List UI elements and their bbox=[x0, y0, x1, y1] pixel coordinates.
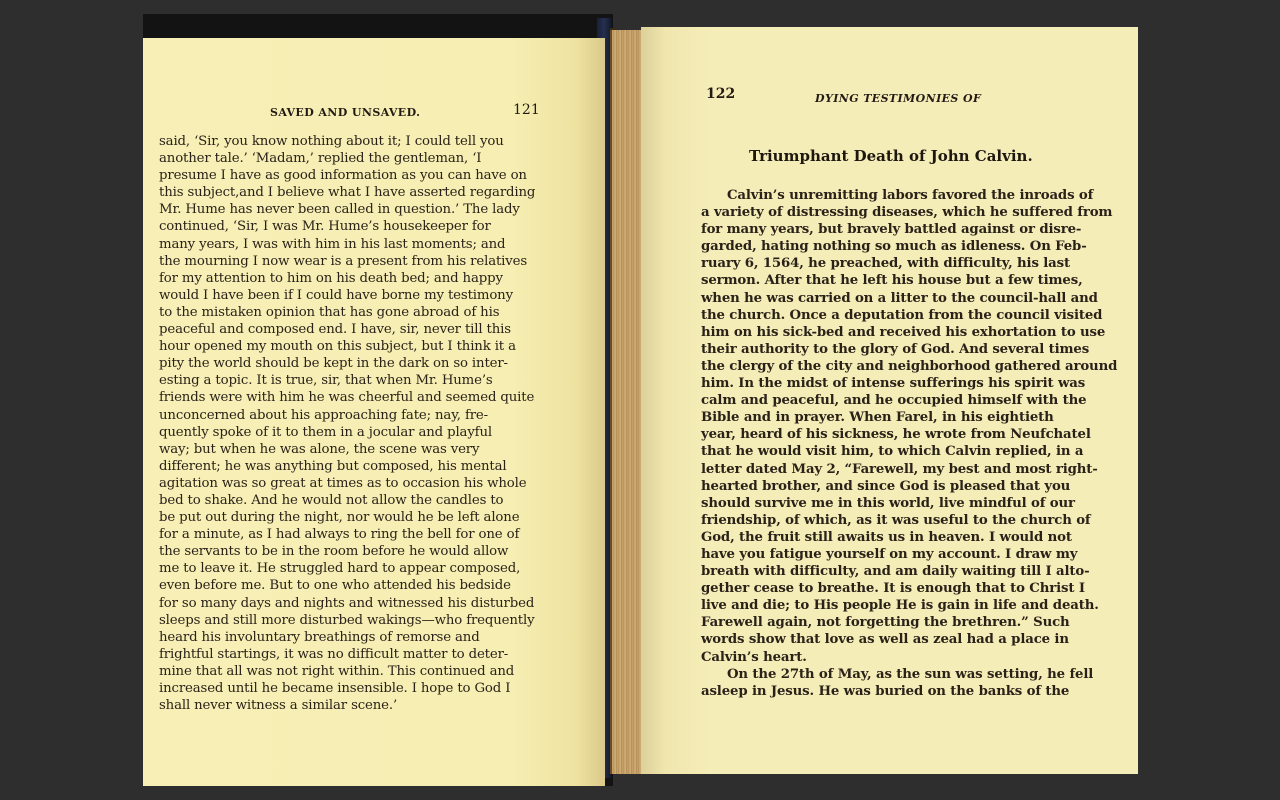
text-line: would I have been if I could have borne my testimony bbox=[159, 287, 513, 303]
text-line: agitation was so great at times as to occasion his whole bbox=[159, 475, 527, 491]
text-line: the clergy of the city and neighborhood gathered around bbox=[701, 358, 1118, 374]
text-line: breath with difficulty, and am daily waiting till I alto- bbox=[701, 564, 1090, 580]
text-line: another tale.’ ‘Madam,’ replied the gentleman, ‘I bbox=[159, 151, 482, 167]
text-line: God, the fruit still awaits us in heaven. I would not bbox=[701, 529, 1072, 545]
text-line: Calvin’s heart. bbox=[701, 649, 807, 665]
text-line: friendship, of which, as it was useful to the church of bbox=[701, 512, 1091, 528]
text-line: way; but when he was alone, the scene was very bbox=[159, 441, 480, 457]
text-line: increased until he became insensible. I hope to God I bbox=[159, 681, 511, 696]
chapter-title: Triumphant Death of John Calvin. bbox=[749, 147, 1033, 165]
text-line: mine that all was not right within. This continued and bbox=[159, 663, 515, 679]
text-line: letter dated May 2, “Farewell, my best and most right- bbox=[701, 461, 1098, 477]
text-line: words show that love as well as zeal had a place in bbox=[701, 632, 1069, 648]
left-page-text bbox=[159, 133, 539, 714]
text-line: bed to shake. And he would not allow the candles to bbox=[159, 492, 504, 508]
text-line: unconcerned about his approaching fate; nay, fre- bbox=[159, 407, 488, 423]
page-edges bbox=[610, 30, 644, 774]
text-line: different; he was anything but composed, his mental bbox=[159, 458, 507, 474]
right-running-head: DYING TESTIMONIES OF bbox=[815, 92, 982, 105]
text-line: the servants to be in the room before he would allow bbox=[159, 544, 509, 560]
text-line: shall never witness a similar scene.’ bbox=[159, 698, 398, 714]
left-page bbox=[143, 38, 605, 786]
text-line: Farewell again, not forgetting the brethren.” Such bbox=[701, 615, 1070, 631]
text-line: asleep in Jesus. He was buried on the banks of the bbox=[701, 683, 1070, 699]
text-line: presume I have as good information as you can have on bbox=[159, 168, 527, 184]
text-line: hour opened my mouth on this subject, but I think it a bbox=[159, 339, 516, 355]
text-line: him on his sick-bed and received his exhortation to use bbox=[701, 324, 1106, 340]
text-line: be put out during the night, nor would he be left alone bbox=[159, 510, 520, 526]
text-line: when he was carried on a litter to the council-hall and bbox=[701, 290, 1098, 306]
text-line: sleeps and still more disturbed wakings—who frequently bbox=[159, 612, 535, 628]
left-running-head: SAVED AND UNSAVED. bbox=[270, 106, 421, 119]
left-page-number: 121 bbox=[513, 102, 540, 118]
text-line: the church. Once a deputation from the council visited bbox=[701, 307, 1103, 323]
text-line: live and die; to His people He is gain in life and death. bbox=[701, 598, 1099, 614]
text-line: hearted brother, and since God is pleased that you bbox=[701, 478, 1071, 494]
text-line: On the 27th of May, as the sun was setting, he fell bbox=[727, 666, 1094, 682]
text-line: sermon. After that he left his house but a few times, bbox=[701, 273, 1083, 289]
text-line: me to leave it. He struggled hard to appear composed, bbox=[159, 561, 521, 577]
text-line: for a minute, as I had always to ring the bell for one of bbox=[159, 527, 520, 543]
text-line: for many years, but bravely battled against or disre- bbox=[701, 222, 1082, 238]
text-line: ruary 6, 1564, he preached, with difficulty, his last bbox=[701, 256, 1070, 272]
right-page bbox=[641, 27, 1138, 774]
text-line: to the mistaken opinion that has gone abroad of his bbox=[159, 304, 500, 320]
text-line: for my attention to him on his death bed; and happy bbox=[159, 270, 503, 286]
text-line: Mr. Hume has never been called in question.’ The lady bbox=[159, 202, 520, 218]
text-line: that he would visit him, to which Calvin replied, in a bbox=[701, 444, 1084, 460]
text-line: frightful startings, it was no difficult matter to deter- bbox=[159, 646, 509, 662]
right-page-text bbox=[701, 187, 1118, 700]
text-line: continued, ‘Sir, I was Mr. Hume’s housekeeper for bbox=[159, 219, 491, 235]
text-line: him. In the midst of intense sufferings his spirit was bbox=[701, 376, 1086, 392]
text-line: esting a topic. It is true, sir, that when Mr. Hume’s bbox=[159, 373, 493, 389]
text-line: this subject,and I believe what I have asserted regarding bbox=[159, 185, 536, 201]
text-line: heard his involuntary breathings of remorse and bbox=[159, 629, 480, 645]
text-line: the mourning I now wear is a present from his relatives bbox=[159, 253, 528, 269]
text-line: Calvin’s unremitting labors favored the inroads of bbox=[727, 188, 1094, 203]
text-line: a variety of distressing diseases, which he suffered from bbox=[701, 205, 1113, 221]
text-line: Bible and in prayer. When Farel, in his eightieth bbox=[701, 410, 1054, 426]
text-line: friends were with him he was cheerful and seemed quite bbox=[159, 390, 535, 406]
text-line: said, ‘Sir, you know nothing about it; I could tell you bbox=[159, 134, 504, 149]
text-line: peaceful and composed end. I have, sir, never till this bbox=[159, 322, 511, 338]
text-line: calm and peaceful, and he occupied himself with the bbox=[701, 393, 1087, 409]
text-line: for so many days and nights and witnessed his disturbed bbox=[159, 595, 535, 611]
text-line: their authority to the glory of God. And several times bbox=[701, 341, 1090, 357]
text-line: have you fatigue yourself on my account. I draw my bbox=[701, 546, 1078, 562]
text-line: garded, hating nothing so much as idleness. On Feb- bbox=[701, 239, 1087, 255]
text-line: year, heard of his sickness, he wrote from Neufchatel bbox=[701, 427, 1091, 443]
text-line: quently spoke of it to them in a jocular and playful bbox=[159, 424, 492, 440]
text-line: gether cease to breathe. It is enough that to Christ I bbox=[701, 581, 1085, 597]
text-line: even before me. But to one who attended his bedside bbox=[159, 578, 511, 594]
right-page-number: 122 bbox=[706, 86, 736, 102]
text-line: pity the world should be kept in the dark on so inter- bbox=[159, 356, 508, 372]
text-line: many years, I was with him in his last moments; and bbox=[159, 236, 506, 252]
text-line: should survive me in this world, live mindful of our bbox=[701, 495, 1075, 511]
